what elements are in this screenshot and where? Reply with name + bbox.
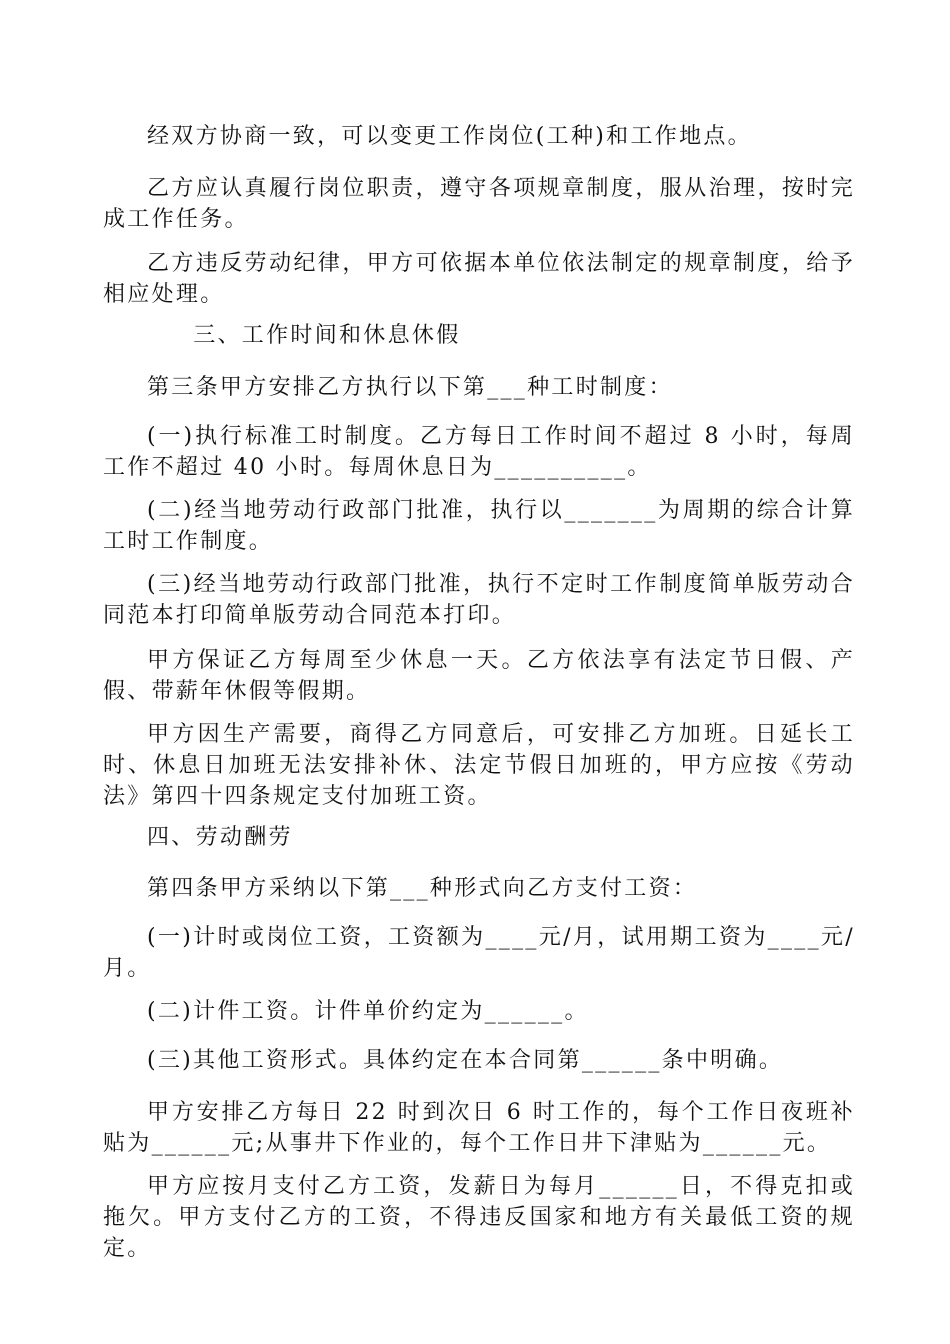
paragraph-discipline: 乙方违反劳动纪律，甲方可依据本单位依法制定的规章制度，给予相应处理。 [103, 251, 855, 307]
clause-flexible-hours: (三)经当地劳动行政部门批准，执行不定时工作制度简单版劳动合同范本打印简单版劳动合同范本打印。 [103, 572, 855, 628]
paragraph-overtime: 甲方因生产需要，商得乙方同意后，可安排乙方加班。日延长工时、休息日加班无法安排补休、法定节假日加班的，甲方应按《劳动法》第四十四条规定支付加班工资。 [103, 722, 855, 809]
clause-piece-wage: (二)计件工资。计件单价约定为______。 [147, 999, 589, 1024]
section-heading-work-time: 三、工作时间和休息休假 [193, 323, 461, 348]
article-four: 第四条甲方采纳以下第___种形式向乙方支付工资： [147, 876, 698, 901]
paragraph-change-position: 经双方协商一致，可以变更工作岗位(工种)和工作地点。 [147, 124, 752, 149]
paragraph-rest-days: 甲方保证乙方每周至少休息一天。乙方依法享有法定节日假、产假、带薪年休假等假期。 [103, 648, 855, 704]
paragraph-payday: 甲方应按月支付乙方工资，发薪日为每月______日，不得克扣或拖欠。甲方支付乙方的工资，不得违反国家和地方有关最低工资的规定。 [103, 1174, 855, 1261]
clause-standard-hours: (一)执行标准工时制度。乙方每日工作时间不超过 8 小时，每周工作不超过 40 小时。每周休息日为__________。 [103, 424, 855, 480]
section-heading-remuneration: 四、劳动酬劳 [147, 825, 293, 850]
clause-other-wage: (三)其他工资形式。具体约定在本合同第______条中明确。 [147, 1048, 784, 1073]
clause-time-wage: (一)计时或岗位工资，工资额为____元/月，试用期工资为____元/月。 [103, 925, 855, 981]
clause-comprehensive-hours: (二)经当地劳动行政部门批准，执行以_______为周期的综合计算工时工作制度。 [103, 498, 855, 554]
paragraph-duties: 乙方应认真履行岗位职责，遵守各项规章制度，服从治理，按时完成工作任务。 [103, 176, 855, 232]
article-three: 第三条甲方安排乙方执行以下第___种工时制度： [147, 375, 673, 400]
paragraph-night-allowance: 甲方安排乙方每日 22 时到次日 6 时工作的，每个工作日夜班补贴为______元;从事井下作业的，每个工作日井下津贴为______元。 [103, 1100, 855, 1156]
